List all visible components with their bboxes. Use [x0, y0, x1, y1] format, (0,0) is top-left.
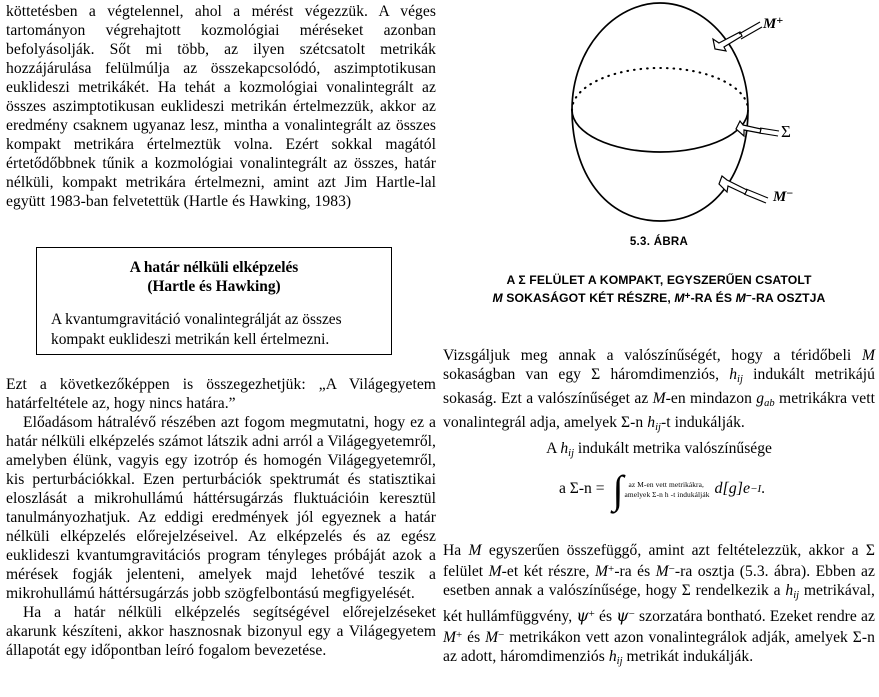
- right-paragraph-2: Ha M egyszerűen összefüggő, amint azt feltételezzük, akkor a Σ felület M-et két részre, M+-ra és M−-ra osztja (5.3. ábra). Ebben az esetben annak a valószínűsége, hogy Σ rendelkezik a $h_{ij}$ metrikával, két hullámfüggvény, ψ+ és ψ− szorzatára bontható. Ezeket rendre az M+ és M− metrikákon vett azon vonalintegrálok adják, amelyek Σ-n az adott, háromdimenziós $h_{ij}$ metrikát indukálják.: [443, 542, 875, 667]
- figure-caption-m-2: M: [674, 290, 685, 305]
- egg-manifold-diagram: [443, 0, 875, 232]
- formula-integrand: d[g]e: [714, 479, 751, 497]
- rp1-seg-2: sokaságban van egy Σ háromdimenziós,: [443, 366, 730, 383]
- formula-integrand-exponent: −I: [750, 482, 762, 495]
- rp2-sup-plus-2: +: [588, 608, 595, 620]
- rp1-sub-ab: ab: [764, 398, 775, 409]
- figure-caption-line-1: A Σ FELÜLET A KOMPAKT, EGYSZERŰEN CSATOLT: [506, 273, 812, 287]
- figure-label-m-plus: [763, 13, 783, 33]
- formula-title-b: indukált metrika valószínűsége: [574, 440, 772, 457]
- figure-label-m-minus-sup: −: [786, 186, 794, 200]
- rp2-sigma-2: Σ: [681, 582, 691, 599]
- rp1-seg-3: indukált metrikájú sokaság. Ezt a valószínűséget az: [443, 366, 875, 407]
- rp2-var-h-2: h: [608, 648, 617, 665]
- formula-sub-ij: ij: [568, 448, 575, 459]
- rp1-seg-4: -en mindazon: [665, 390, 757, 407]
- rp2-sup-minus-2: −: [628, 608, 635, 620]
- left-paragraph-3: Előadásom hátralévő részében azt fogom megmutatni, hogy ez a határ nélküli elképzelés számot látszik adni arról a Világegyetemről, amelyben élünk, vagyis egy izotróp és homogén Világegyetemről, kis perturbációkkal. Ezen perturbációk spektrumát és statisztikai eloszlását a mikrohullámú háttérsugárzás fluktuációin keresztül tanulmányozhatjuk. Az eddigi eredmények jól egyeznek a határ nélküli elképzelés előrejelzéseivel. Az elképzelés és az egész euklideszi kvantumgravitációs program tényleges próbáját azok a mérések fogják jelenteni, amelyek majd lehetővé teszik a mikrohullámú háttérsugárzás jobb szögfelbontású megfigyelését.: [6, 414, 436, 602]
- statement-box: [36, 247, 392, 355]
- rp2-var-m-2: M: [488, 563, 502, 580]
- formula-var-h: h: [560, 440, 569, 457]
- rp2-var-m-4: M: [655, 563, 669, 580]
- rp2-psi-plus: ψ: [576, 607, 589, 625]
- rp1-var-g: g: [756, 390, 765, 407]
- rp1-seg-6: -t indukálják.: [661, 414, 745, 431]
- statement-title-line-2: (Hartle és Hawking): [147, 278, 281, 295]
- figure-label-m-minus: [773, 186, 793, 206]
- rp2-sigma-3: Σ: [852, 629, 862, 646]
- rp2-var-m-5: M: [443, 629, 457, 646]
- figure-5-3: [443, 0, 875, 232]
- formula-title-line: [443, 440, 875, 459]
- figure-caption-text: [443, 273, 875, 306]
- figure-caption-sup-plus: +: [684, 290, 691, 302]
- right-paragraph-1: [443, 346, 875, 437]
- rp2-sup-minus-1: −: [668, 563, 675, 575]
- rp1-var-h-2: h: [647, 414, 656, 431]
- arrow-m-minus: [719, 176, 768, 203]
- left-column-lower: [6, 375, 436, 660]
- formula-period: .: [761, 479, 766, 497]
- rp1-var-m-1: M: [861, 347, 875, 364]
- rp2-var-h-1: h: [785, 582, 794, 599]
- figure-caption: [443, 236, 875, 306]
- rp2-var-m-6: M: [485, 629, 499, 646]
- statement-title-line-1: A határ nélküli elképzelés: [129, 259, 299, 276]
- figure-caption-sup-minus: −: [745, 290, 752, 302]
- rp1-seg-1: Vizsgáljuk meg annak a valószínűségét, hogy a téridőbeli: [443, 347, 862, 364]
- figure-caption-number: 5.3. ÁBRA: [629, 236, 689, 248]
- integral-limit-top: az M-en vett metrikákra,: [628, 480, 704, 490]
- integral-sign: ∫: [612, 467, 624, 512]
- figure-caption-m-1: M: [492, 290, 503, 305]
- rp2-sup-plus-3: +: [456, 629, 463, 641]
- formula-equation-line: [443, 467, 875, 512]
- figure-caption-m-3: M: [735, 290, 746, 305]
- rp2-sup-minus-3: −: [498, 629, 505, 641]
- figure-caption-seg-3: -RA OSZTJA: [751, 290, 826, 305]
- left-column: [6, 2, 436, 211]
- rp1-sub-ij-2: ij: [655, 422, 662, 433]
- manifold-outline: [572, 3, 748, 221]
- rp2-var-m-3: M: [595, 563, 609, 580]
- rp1-var-m-2: M: [652, 390, 666, 407]
- rp2-sup-plus-1: +: [608, 563, 615, 575]
- statement-box-title: [51, 258, 377, 296]
- formula-lhs: a Σ-n =: [558, 479, 605, 497]
- left-paragraph-4: Ha a határ nélküli elképzelés segítségével előrejelzéseket akarunk készíteni, akkor hasznosnak bizonyul egy a Világegyetem állapotát egy időpontban leíró fogalom bevezetése.: [6, 604, 436, 659]
- right-column-paragraph-2-wrap: [443, 541, 875, 671]
- figure-caption-seg-1: SOKASÁGOT KÉT RÉSZRE,: [502, 290, 675, 305]
- figure-label-m-plus-text: M: [763, 16, 777, 32]
- figure-label-m-plus-sup: +: [776, 13, 784, 27]
- rp2-psi-minus: ψ: [616, 607, 629, 625]
- probability-formula: [443, 440, 875, 512]
- right-column-paragraph-1-wrap: [443, 346, 875, 437]
- rp2-var-m-1: M: [468, 542, 482, 559]
- integral-limit-bottom: amelyek Σ-n h -t indukálják: [624, 489, 710, 499]
- rp1-seg-5: metrikákra vett vonalintegrál adja, amelyek Σ-n: [443, 390, 875, 431]
- figure-caption-seg-2: -RA ÉS: [690, 290, 736, 305]
- figure-label-m-minus-text: M: [773, 189, 787, 205]
- rp2-sigma-1: Σ: [865, 542, 875, 559]
- rp2-sub-ij-2: ij: [616, 656, 623, 667]
- rp2-sub-ij-1: ij: [793, 590, 800, 601]
- rp1-var-h-1: h: [729, 366, 738, 383]
- rp1-sub-ij-1: ij: [737, 374, 743, 385]
- figure-label-sigma: Σ: [781, 122, 791, 141]
- formula-title-a: A: [546, 440, 561, 457]
- left-paragraph-1: köttetésben a végtelennel, ahol a mérést végezzük. A véges tartományon végrehajtott kozmológiai méréseket azonban befolyásolják. Sőt mi több, az ilyen szétcsatolt metrikák hozzájárulása felülmúlja az összekapcsolódó, aszimptotikusan euklideszi metrikákét. Ha tehát a kozmológiai vonalintegrált az összes aszimptotikusan euklideszi metrikán értelmezzük, akkor az eredmény csaknem ugyanaz lesz, mintha a vonalintegrált az összes kompakt metrikára értelmeztük volna. Ezért sokkal magától értetődőbbnek tűnik a kozmológiai vonalintegrált az összes, határ nélküli, kompakt metrikára értelmezni, amint azt Jim Hartle-lal együtt 1983-ban felvetettük (Hartle és Hawking, 1983): [6, 3, 436, 210]
- statement-box-body: A kvantumgravitáció vonalintegrálját az összes kompakt euklideszi metrikán kell értelmezni.: [51, 311, 342, 348]
- integral-limits: [625, 480, 710, 498]
- left-paragraph-2: Ezt a következőképpen is összegezhetjük: „A Világegyetem határfeltétele az, hogy nincs határa.”: [6, 376, 436, 412]
